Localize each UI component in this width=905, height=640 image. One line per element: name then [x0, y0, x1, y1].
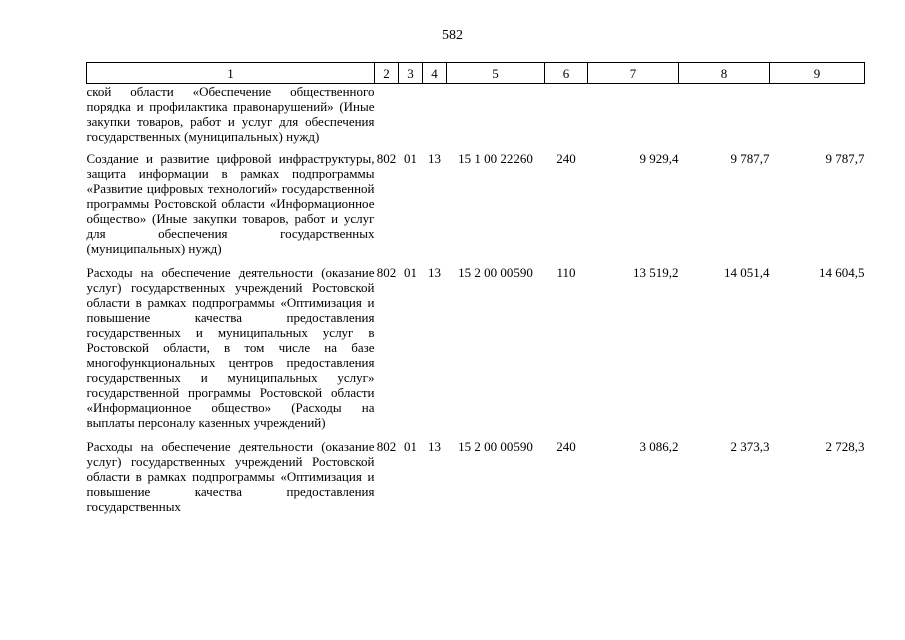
cell-expense-type	[545, 84, 588, 145]
cell-ministry	[375, 84, 399, 145]
row-description: Расходы на обеспечение деятельности (оказание услуг) государственных учреждений Ростовской области в рамках подпрограммы «Оптимизация и повышение качества предоставления государственных и муниципальных услуг в Ростовской области, в том числе на базе многофункциональных центров предоставления государственных и муниципальных услуг» государственной программы Ростовской области «Информационное общество» (Расходы на выплаты персоналу казенных учреждений)	[86, 265, 375, 430]
cell-amount-2: 9 787,7	[730, 151, 770, 166]
column-header: 4	[423, 63, 447, 84]
cell-subsection: 13	[428, 265, 441, 280]
cell-amount-3: 2 728,3	[825, 439, 865, 454]
column-header: 1	[87, 63, 375, 84]
cell-expense-type: 110	[556, 265, 576, 280]
cell-amount-1: 3 086,2	[639, 439, 679, 454]
cell-amount-2	[679, 84, 770, 145]
column-header: 7	[588, 63, 679, 84]
cell-amount-3: 9 787,7	[825, 151, 865, 166]
cell-subsection: 13	[428, 439, 441, 454]
table-row	[87, 84, 865, 145]
column-header: 5	[447, 63, 545, 84]
cell-ministry: 802	[376, 151, 397, 166]
cell-subsection: 13	[428, 151, 441, 166]
cell-expense-type: 240	[556, 151, 576, 166]
cell-section: 01	[404, 439, 417, 454]
cell-target-article: 15 1 00 22260	[458, 151, 533, 166]
column-header: 6	[545, 63, 588, 84]
cell-section: 01	[404, 265, 417, 280]
cell-ministry: 802	[376, 265, 397, 280]
table-row	[87, 432, 865, 516]
cell-section: 01	[404, 151, 417, 166]
cell-subsection	[423, 84, 447, 145]
table-row	[87, 144, 865, 258]
column-header: 9	[770, 63, 865, 84]
row-description: Расходы на обеспечение деятельности (оказание услуг) государственных учреждений Ростовской области в рамках подпрограммы «Оптимизация и повышение качества предоставления государственных	[86, 439, 375, 514]
header-row	[87, 63, 865, 84]
cell-target-article: 15 2 00 00590	[458, 439, 533, 454]
column-header: 8	[679, 63, 770, 84]
cell-amount-2: 14 051,4	[724, 265, 770, 280]
row-description: Создание и развитие цифровой инфраструктуры, защита информации в рамках подпрограммы «Развитие цифровых технологий» государственной программы Ростовской области «Информационное общество» (Иные закупки товаров, работ и услуг для обеспечения государственных (муниципальных) нужд)	[86, 151, 375, 256]
cell-amount-1: 13 519,2	[633, 265, 679, 280]
cell-amount-1	[588, 84, 679, 145]
page-number: 582	[442, 28, 463, 43]
cell-target-article: 15 2 00 00590	[458, 265, 533, 280]
column-header: 2	[375, 63, 399, 84]
column-header: 3	[399, 63, 423, 84]
table-row	[87, 258, 865, 432]
cell-section	[399, 84, 423, 145]
cell-ministry: 802	[376, 439, 397, 454]
cell-amount-3: 14 604,5	[819, 265, 865, 280]
budget-table	[86, 62, 865, 516]
cell-amount-2: 2 373,3	[730, 439, 770, 454]
row-description: ской области «Обеспечение общественного порядка и профилактика правонарушений» (Иные закупки товаров, работ и услуг для обеспечения государственных (муниципальных) нужд)	[86, 84, 375, 144]
cell-expense-type: 240	[556, 439, 576, 454]
cell-amount-3	[770, 84, 865, 145]
cell-target-article	[447, 84, 545, 145]
cell-amount-1: 9 929,4	[639, 151, 679, 166]
